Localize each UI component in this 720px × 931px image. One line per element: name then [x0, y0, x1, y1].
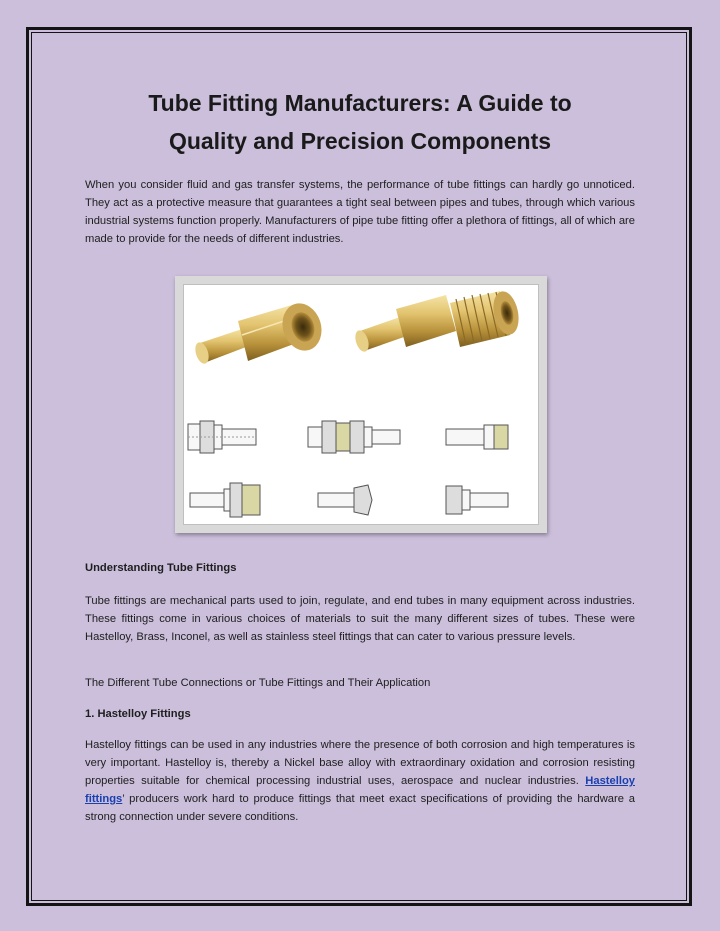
fitting-drawing-adapter: [446, 425, 508, 449]
brass-female-fitting: [193, 298, 328, 365]
hastelloy-body-text: Hastelloy fittings can be used in any industries where the presence of both corrosion and high temperatures is very important. Hastelloy is, thereby a Nickel base alloy with extraordinary oxidation and corrosion resisting properties suitable for chemical processing industrial uses, aerospace and nuclear industries.: [85, 739, 635, 787]
brass-male-fitting: [353, 289, 522, 353]
section-line-connections: The Different Tube Connections or Tube Fittings and Their Application: [85, 677, 431, 689]
fitting-drawing-male-connector: [190, 483, 260, 517]
intro-paragraph: When you consider fluid and gas transfer systems, the performance of tube fittings can hardly go unnoticed. They act as a protective measure that guarantees a tight seal between pipes and tubes, through which various industrial systems function properly. Manufacturers of pipe tube fitting offer a plethora of fittings, all of which are made to provide for the needs of different industries.: [85, 179, 635, 245]
subsection-body-hastelloy: [85, 736, 635, 826]
fitting-drawing-tube-stub: [318, 485, 372, 515]
page-title: [60, 84, 660, 160]
fitting-drawing-bulkhead: [308, 421, 400, 453]
hastelloy-body-text-after: ’ producers work hard to produce fittings that meet exact specifications of providing the hardware a strong connection under severe conditions.: [85, 793, 635, 823]
fittings-illustration: [184, 285, 538, 524]
subsection-heading-hastelloy: 1. Hastelloy Fittings: [85, 708, 191, 720]
tube-fittings-image: [175, 276, 547, 533]
fitting-drawing-union: [188, 421, 256, 453]
section-body-understanding: Tube fittings are mechanical parts used to join, regulate, and end tubes in many equipment across industries. These fittings come in various choices of materials to suit the many different sizes of tubes. These were Hastelloy, Brass, Inconel, as well as stainless steel fittings that can cater to various pressure levels.: [85, 595, 635, 643]
title-line-1: Tube Fitting Manufacturers: A Guide to: [148, 90, 572, 116]
hastelloy-fittings-link[interactable]: Hastelloy fittings: [85, 775, 636, 805]
title-line-2: Quality and Precision Components: [168, 128, 552, 154]
section-heading-understanding: Understanding Tube Fittings: [85, 562, 237, 574]
fitting-drawing-nut: [446, 486, 508, 514]
